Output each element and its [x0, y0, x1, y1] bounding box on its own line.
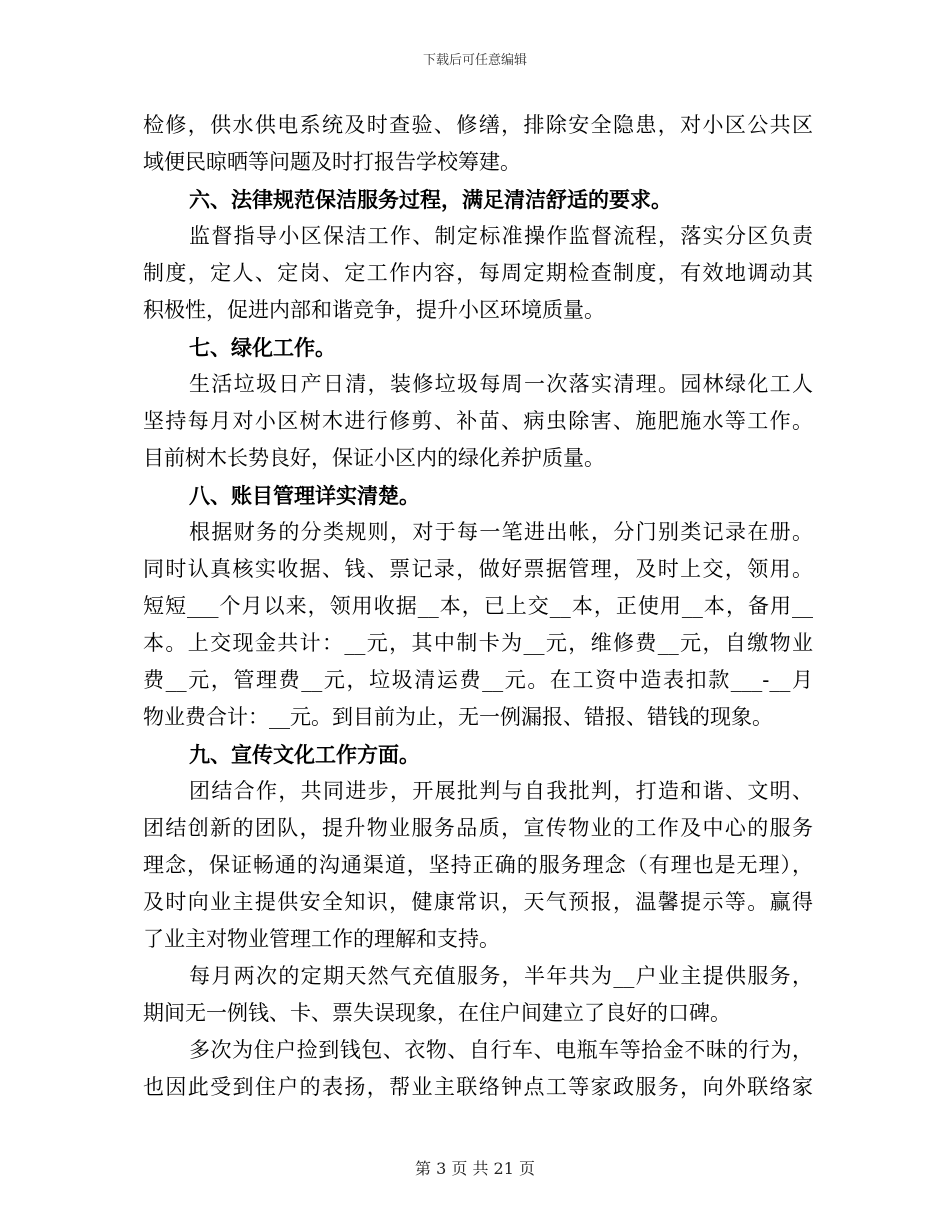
paragraph-line: 团结合作，共同进步，开展批判与自我批判，打造和谐、文明、	[189, 779, 813, 803]
paragraph-line: 制度，定人、定岗、定工作内容，每周定期检查制度，有效地调动其	[143, 261, 813, 285]
section-heading: 六、法律规范保洁服务过程，满足清洁舒适的要求。	[189, 187, 672, 212]
section-heading: 七、绿化工作。	[189, 335, 336, 360]
paragraph-line: 检修，供水供电系统及时查验、修缮，排除安全隐患，对小区公共区	[143, 113, 813, 137]
paragraph-line: 生活垃圾日产日清，装修垃圾每周一次落实清理。园林绿化工人	[189, 372, 813, 396]
paragraph-line: 本。上交现金共计：__元，其中制卡为__元，维修费__元，自缴物业	[143, 631, 813, 655]
paragraph-line: 域便民晾晒等问题及时打报告学校筹建。	[143, 150, 521, 174]
paragraph-line: 了业主对物业管理工作的理解和支持。	[143, 927, 500, 951]
paragraph-line: 团结创新的团队，提升物业服务品质，宣传物业的工作及中心的服务	[143, 816, 813, 840]
paragraph-line: 物业费合计：__元。到目前为止，无一例漏报、错报、错钱的现象。	[143, 705, 773, 729]
page-header: 下载后可任意编辑	[422, 53, 527, 68]
paragraph-line: 目前树木长势良好，保证小区内的绿化养护质量。	[143, 446, 605, 470]
paragraph-line: 期间无一例钱、卡、票失误现象，在住户间建立了良好的口碑。	[143, 1001, 731, 1025]
section-heading: 九、宣传文化工作方面。	[189, 742, 420, 767]
paragraph-line: 费__元，管理费__元，垃圾清运费__元。在工资中造表扣款___-__月	[143, 668, 813, 692]
paragraph-line: 多次为住户捡到钱包、衣物、自行车、电瓶车等拾金不昧的行为，	[189, 1038, 813, 1062]
paragraph-line: 监督指导小区保洁工作、制定标准操作监督流程，落实分区负责	[189, 224, 813, 248]
paragraph-line: 也因此受到住户的表扬，帮业主联络钟点工等家政服务，向外联络家	[143, 1075, 813, 1099]
paragraph-line: 根据财务的分类规则，对于每一笔进出帐，分门别类记录在册。	[189, 520, 813, 544]
paragraph-line: 每月两次的定期天然气充值服务，半年共为__户业主提供服务，	[189, 964, 813, 988]
section-heading: 八、账目管理详实清楚。	[189, 483, 420, 508]
paragraph-line: 理念，保证畅通的沟通渠道，坚持正确的服务理念（有理也是无理），	[143, 853, 813, 877]
paragraph-line: 积极性，促进内部和谐竞争，提升小区环境质量。	[143, 298, 605, 322]
document-body	[143, 107, 813, 1106]
paragraph-line: 同时认真核实收据、钱、票记录，做好票据管理，及时上交，领用。	[143, 557, 813, 581]
page-number-footer: 第 3 页 共 21 页	[415, 1159, 535, 1178]
paragraph-line: 坚持每月对小区树木进行修剪、补苗、病虫除害、施肥施水等工作。	[143, 409, 813, 433]
paragraph-line: 短短___个月以来，领用收据__本，已上交__本，正使用__本，备用__	[143, 594, 813, 618]
paragraph-line: 及时向业主提供安全知识，健康常识，天气预报，温馨提示等。赢得	[143, 890, 813, 914]
